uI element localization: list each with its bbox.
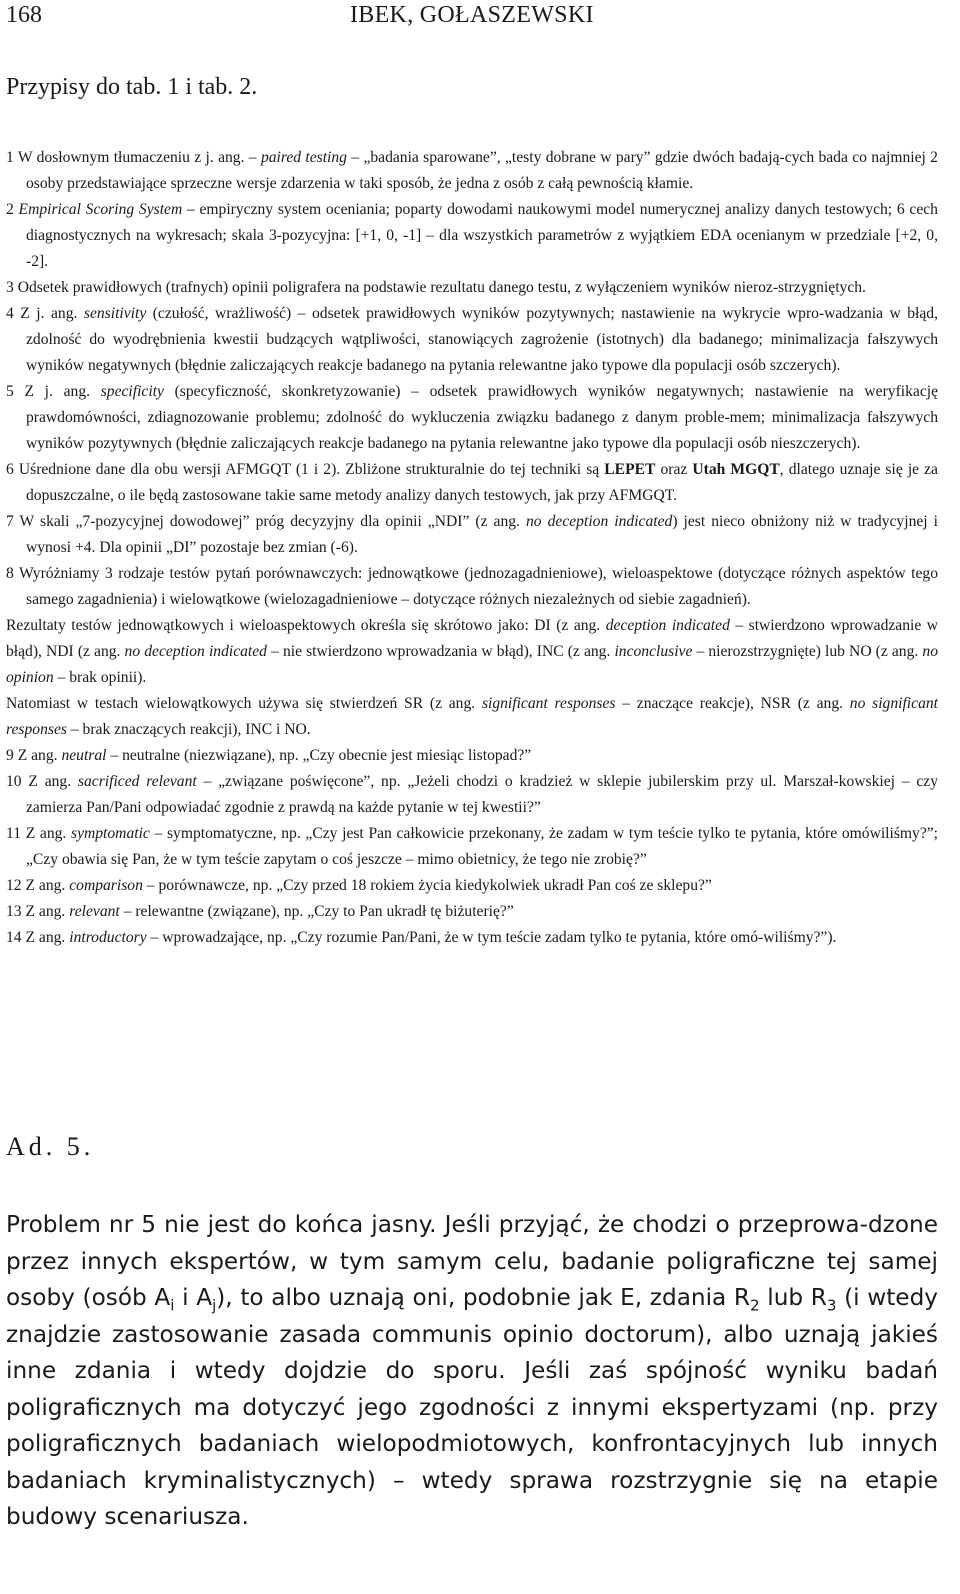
footnote-5: 5 Z j. ang. specificity (specyficzność, skonkretyzowanie) – odsetek prawidłowych wyników negatywnych; nastawienie na weryfikację prawdomówności, zdiagnozowanie problemu; zdolność do wykluczenia związku badanego z danym proble-mem; minimalizacja fałszywych wyników pozytywnych (błędnie zaliczających reakcje badanego na pytania relewantne jako typowe dla populacji osób nieszczerych). — [6, 383, 938, 452]
footnote-14: 14 Z ang. introductory – wprowadzające, np. „Czy rozumie Pan/Pani, że w tym teście zadam tylko te pytania, które omó-wiliśmy?”). — [6, 929, 837, 946]
footnotes — [6, 145, 938, 951]
footnote-6: 6 Uśrednione dane dla obu wersji AFMGQT (1 i 2). Zbliżone strukturalnie do tej techniki są LEPET oraz Utah MGQT, dlatego uznaje się je za dopuszczalne, o ile będą zastosowane takie same metody analizy danych testowych, jak przy AFMGQT. — [6, 461, 938, 504]
page-number: 168 — [6, 2, 42, 28]
ad-5-heading: Ad. 5. — [6, 1132, 95, 1161]
footnote-3: 3 Odsetek prawidłowych (trafnych) opinii poligrafera na podstawie rezultatu danego testu, z wyłączeniem wyników nieroz-strzygniętych. — [6, 279, 866, 296]
footnote-2: 2 Empirical Scoring System – empiryczny system oceniania; poparty dowodami naukowymi model numerycznej analizy danych testowych; 6 cech diagnostycznych na wykresach; skala 3-pozycyjna: [+1, 0, -1] – dla wszystkich parametrów z wyjątkiem EDA ocenianym w przedziale [+2, 0, -2]. — [6, 201, 938, 270]
footnote-11: 11 Z ang. symptomatic – symptomatyczne, np. „Czy jest Pan całkowicie przekonany, że zadam w tym teście tylko te pytania, które omówiliśmy?”; „Czy obawia się Pan, że w tym teście zapytam o coś jeszcze – mimo obietnicy, że tego nie zrobię?” — [6, 825, 938, 868]
footnote-8-results-paragraph: Rezultaty testów jednowątkowych i wieloaspektowych określa się skrótowo jako: DI (z ang. deception indicated – stwierdzono wprowadzanie w błąd), NDI (z ang. no deception indicated – nie stwierdzono wprowadzania w błąd), INC (z ang. inconclusive – nierozstrzygnięte) lub NO (z ang. no opinion – brak opinii). — [6, 617, 938, 686]
footnote-7: 7 W skali „7-pozycyjnej dowodowej” próg decyzyjny dla opinii „NDI” (z ang. no deception indicated) jest nieco obniżony niż w tradycyjnej i wynosi +4. Dla opinii „DI” pozostaje bez zmian (-6). — [6, 513, 938, 556]
section-title: Przypisy do tab. 1 i tab. 2. — [6, 74, 258, 100]
footnote-12: 12 Z ang. comparison – porównawcze, np. „Czy przed 18 rokiem życia kiedykolwiek ukradł Pan coś ze sklepu?” — [6, 877, 712, 894]
footnote-9: 9 Z ang. neutral – neutralne (niezwiązane), np. „Czy obecnie jest miesiąc listopad?” — [6, 747, 532, 764]
footnote-10: 10 Z ang. sacrificed relevant – „związane poświęcone”, np. „Jeżeli chodzi o kradzież w sklepie jubilerskim przy ul. Marszał-kowskiej – czy zamierza Pan/Pani odpowiadać zgodnie z prawdą na każde pytanie w tej kwestii?” — [6, 773, 938, 816]
footnote-8-multi-issue-paragraph: Natomiast w testach wielowątkowych używa się stwierdzeń SR (z ang. significant responses – znaczące reakcje), NSR (z ang. no significant responses – brak znaczących reakcji), INC i NO. — [6, 695, 938, 738]
footnote-8: 8 Wyróżniamy 3 rodzaje testów pytań porównawczych: jednowątkowe (jednozagadnieniowe), wieloaspektowe (dotyczące różnych aspektów tego samego zagadnienia) i wielowątkowe (wielozagadnieniowe – dotyczące różnych niezależnych od siebie zagadnień). — [6, 565, 938, 608]
footnote-4: 4 Z j. ang. sensitivity (czułość, wrażliwość) – odsetek prawidłowych wyników pozytywnych; nastawienie na wykrycie wpro-wadzania w błąd, zdolność do wyodrębnienia kwestii budzących wątpliwości, stanowiących zagrożenie (istotnych) dla badanego; minimalizacja fałszywych wyników negatywnych (błędnie zaliczających reakcje badanego na pytania relewantne jako typowe dla populacji osób szczerych). — [6, 305, 938, 374]
body-paragraph: Problem nr 5 nie jest do końca jasny. Jeśli przyjąć, że chodzi o przeprowa-dzone przez innych ekspertów, w tym samym celu, badanie poligraficzne tej samej osoby (osób $A_i$ i $A_j$), to albo uznają oni, podobnie jak E, zdania $R_2$ lub $R_3$ (i wtedy znajdzie zastosowanie zasada communis opinio doctorum), albo uznają jakieś inne zdania i wtedy dojdzie do sporu. Jeśli zaś spójność wyniku badań poligraficznych ma dotyczyć jego zgodności z innymi ekspertyzami (np. przy poligraficznych badaniach wielopodmiotowych, konfrontacyjnych lub innych badaniach kryminalistycznych) – wtedy sprawa rozstrzygnie się na etapie budowy scenariusza. — [6, 1211, 939, 1530]
running-title: IBEK, GOŁASZEWSKI — [350, 2, 594, 28]
page-header — [6, 2, 946, 32]
footnote-1: 1 W dosłownym tłumaczeniu z j. ang. – paired testing – „badania sparowane”, „testy dobrane w pary” gdzie dwóch badają-cych bada co najmniej 2 osoby przedstawiające sprzeczne wersje zdarzenia w taki sposób, że jedna z osób z całą pewnością kłamie. — [6, 149, 938, 192]
footnote-13: 13 Z ang. relevant – relewantne (związane), np. „Czy to Pan ukradł tę biżuterię?” — [6, 903, 514, 920]
